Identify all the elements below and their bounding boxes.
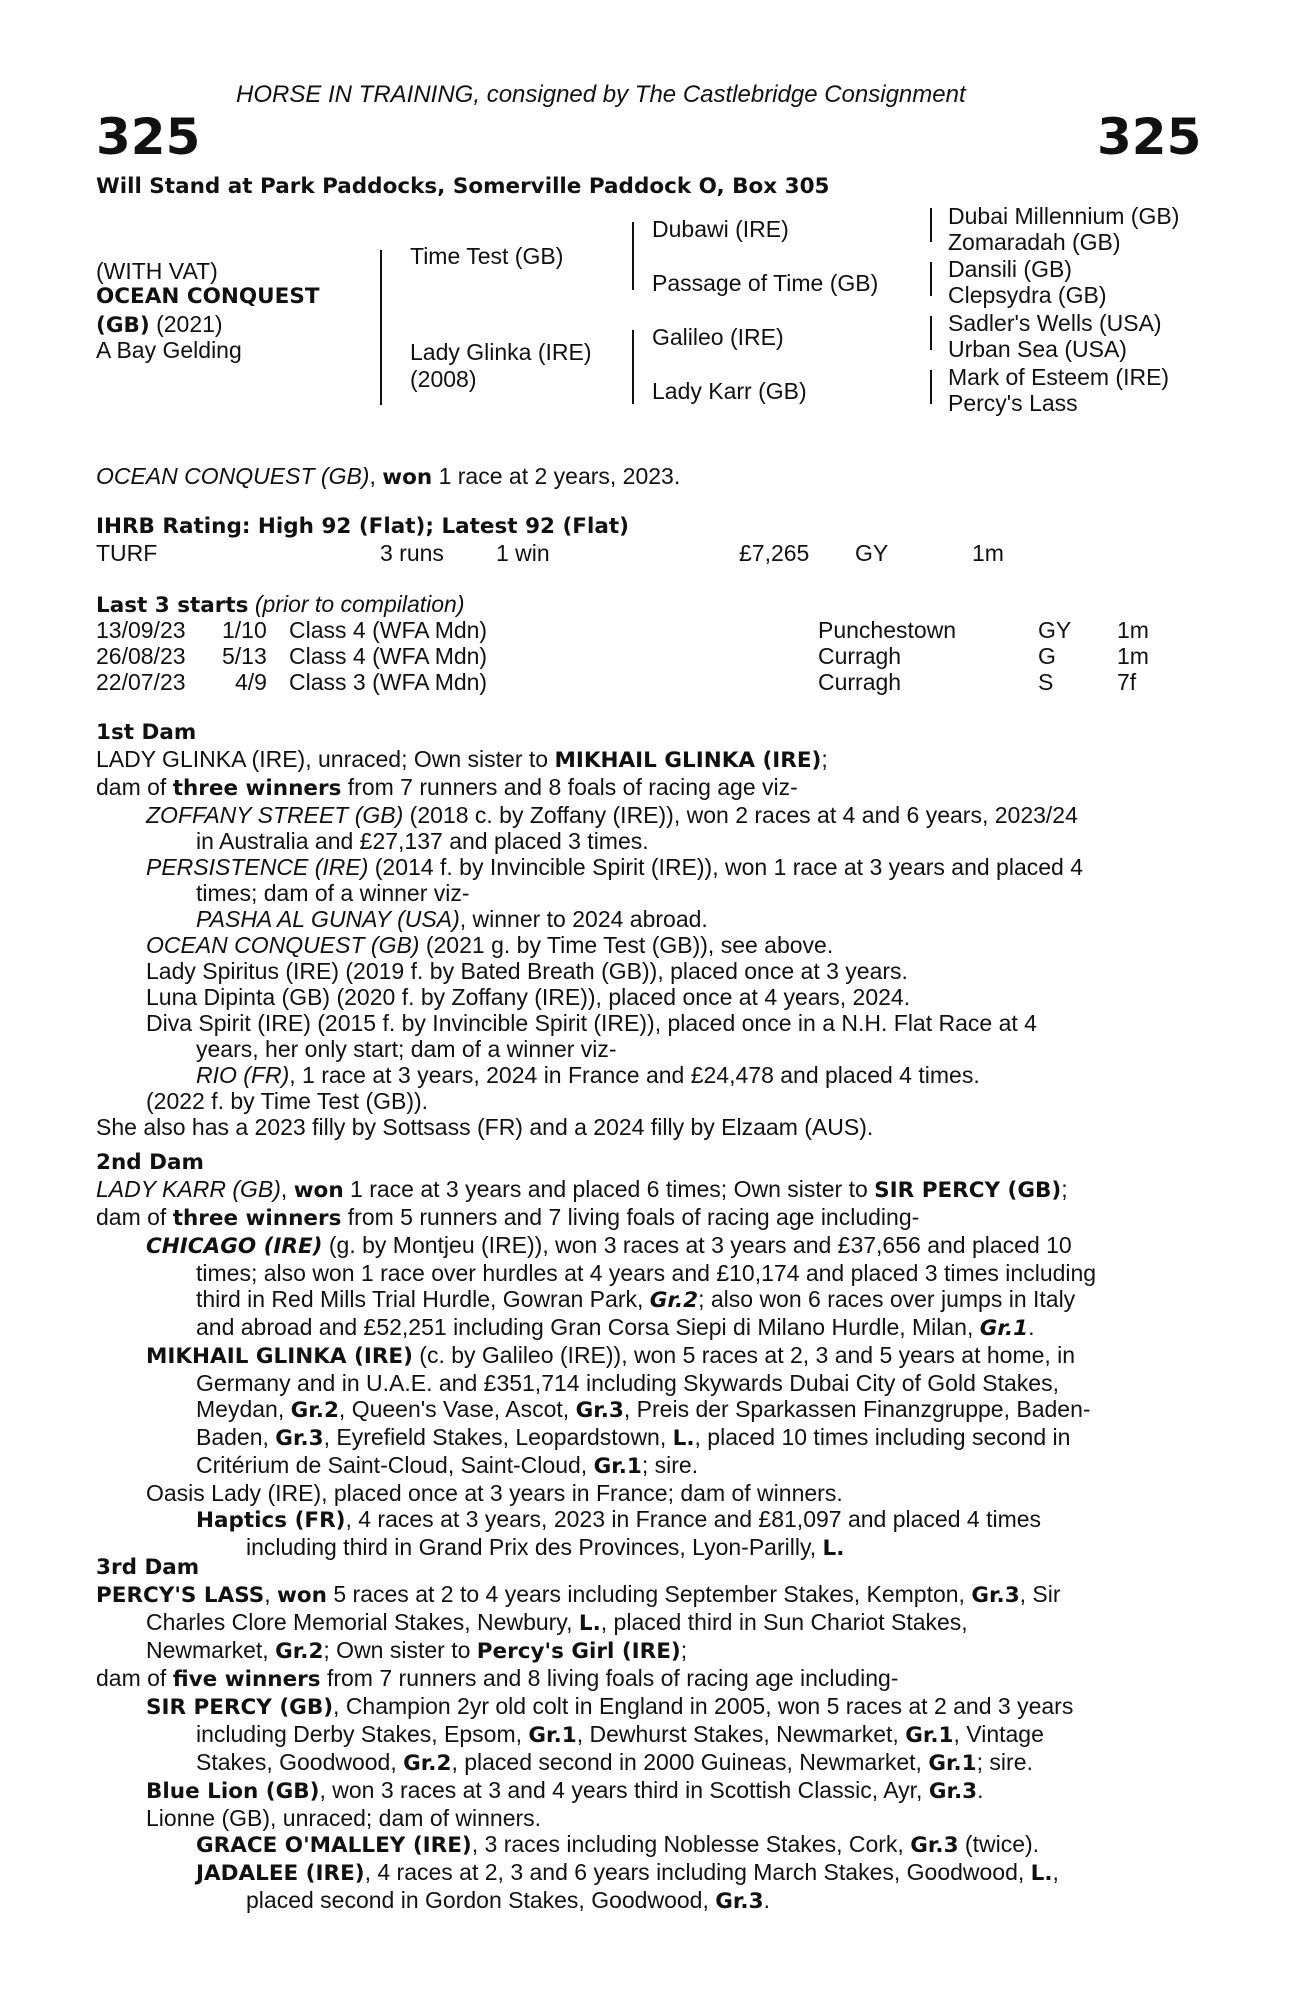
lot-number-left: 325: [96, 108, 201, 166]
pedigree-sire-sire: Dubawi (IRE): [652, 216, 789, 242]
text-fragment: GRACE O'MALLEY (IRE): [196, 1833, 472, 1858]
text-fragment: , Queen's Vase, Ascot,: [338, 1396, 576, 1422]
text-fragment: , 1 race at 3 years, 2024 in France and £24,478 and placed 4 times.: [289, 1062, 980, 1088]
text-fragment: .: [763, 1887, 770, 1913]
text-fragment: three winners: [172, 776, 342, 801]
pedigree-dsd: Urban Sea (USA): [948, 336, 1127, 362]
text-fragment: Newmarket,: [146, 1637, 276, 1663]
text-fragment: , Preis der Sparkassen Finanzgruppe, Baden-: [623, 1396, 1091, 1422]
rating-runs: 3 runs: [380, 540, 444, 566]
summary-sep: ,: [369, 463, 383, 489]
text-fragment: , Eyrefield Stakes, Leopardstown,: [323, 1424, 673, 1450]
pedigree-brace-main: [380, 250, 382, 405]
text-fragment: .: [1028, 1314, 1035, 1340]
pedigree-ddd: Percy's Lass: [948, 390, 1078, 416]
first-dam-line: [96, 802, 1206, 828]
second-dam-line: [96, 1176, 1206, 1204]
text-fragment: ; sire.: [641, 1452, 699, 1478]
text-fragment: Gr.1: [528, 1723, 577, 1748]
text-fragment: (twice).: [958, 1831, 1040, 1857]
text-fragment: from 7 runners and 8 living foals of racing age including-: [320, 1665, 899, 1691]
text-fragment: L.: [578, 1611, 601, 1636]
second-dam-line: [96, 1286, 1206, 1314]
text-fragment: L.: [672, 1426, 695, 1451]
second-dam-line: Germany and in U.A.E. and £351,714 including Skywards Dubai City of Gold Stakes,: [196, 1370, 1059, 1396]
text-fragment: won: [293, 1178, 344, 1203]
text-fragment: (2018 c. by Zoffany (IRE)), won 2 races at 4 and 6 years, 2023/24: [403, 802, 1078, 828]
pedigree-sdd: Clepsydra (GB): [948, 282, 1107, 308]
text-fragment: PERCY'S LASS: [96, 1583, 265, 1608]
start-date: 22/07/23: [96, 669, 186, 695]
text-fragment: Gr.2: [290, 1398, 339, 1423]
pedigree-dss: Sadler's Wells (USA): [948, 310, 1162, 336]
first-dam-section: [96, 720, 1206, 1140]
second-dam-line: [96, 1452, 1206, 1480]
text-fragment: ;: [1061, 1176, 1068, 1202]
rating-prize: £7,265: [739, 540, 810, 566]
third-dam-heading: 3rd Dam: [96, 1555, 200, 1580]
consignment-header: HORSE IN TRAINING, consigned by The Castlebridge Consignment: [236, 81, 966, 108]
pedigree-brace-sd: [930, 262, 932, 296]
text-fragment: PERSISTENCE (IRE): [146, 854, 369, 880]
text-fragment: including Derby Stakes, Epsom,: [196, 1721, 529, 1747]
text-fragment: Blue Lion (GB): [146, 1779, 320, 1804]
text-fragment: dam of: [96, 774, 173, 800]
last-starts-heading: Last 3 starts: [96, 593, 249, 618]
third-dam-line: Lionne (GB), unraced; dam of winners.: [146, 1805, 542, 1831]
second-dam-line: [96, 1314, 1206, 1342]
text-fragment: and abroad and £52,251 including Gran Corsa Siepi di Milano Hurdle, Milan,: [196, 1314, 980, 1340]
text-fragment: (2014 f. by Invincible Spirit (IRE)), won 1 race at 3 years and placed 4: [368, 854, 1084, 880]
second-dam-line: times; also won 1 race over hurdles at 4 years and £10,174 and placed 3 times including: [196, 1260, 1097, 1286]
start-going: G: [1038, 643, 1056, 669]
text-fragment: three winners: [172, 1206, 342, 1231]
start-distance: 1m: [1117, 617, 1149, 643]
text-fragment: SIR PERCY (GB): [146, 1695, 334, 1720]
pedigree-brace-dam: [632, 330, 634, 404]
third-dam-line: [96, 1859, 1206, 1887]
text-fragment: Gr.1: [905, 1723, 954, 1748]
text-fragment: , placed second in 2000 Guineas, Newmarket,: [451, 1749, 929, 1775]
pedigree-dds: Mark of Esteem (IRE): [948, 364, 1170, 390]
rating-surface: TURF: [96, 540, 158, 566]
start-distance: 1m: [1117, 643, 1149, 669]
rating-title: IHRB Rating: High 92 (Flat); Latest 92 (Flat): [96, 514, 629, 539]
text-fragment: ;: [821, 746, 828, 772]
text-fragment: including third in Grand Prix des Provinces, Lyon-Parilly,: [246, 1534, 823, 1560]
text-fragment: CHICAGO (IRE): [146, 1234, 323, 1259]
start-class: Class 4 (WFA Mdn): [289, 617, 488, 643]
text-fragment: Stakes, Goodwood,: [196, 1749, 404, 1775]
text-fragment: 5 races at 2 to 4 years including September Stakes, Kempton,: [326, 1581, 972, 1607]
text-fragment: (2021 g. by Time Test (GB)), see above.: [419, 932, 834, 958]
pedigree-brace-ds: [930, 316, 932, 350]
text-fragment: ,: [264, 1581, 278, 1607]
text-fragment: Gr.3: [910, 1833, 959, 1858]
pedigree-dam: Lady Glinka (IRE): [410, 339, 592, 365]
text-fragment: from 7 runners and 8 foals of racing age viz-: [341, 774, 798, 800]
text-fragment: Gr.2: [649, 1288, 699, 1313]
text-fragment: ; sire.: [976, 1749, 1033, 1775]
second-dam-line: [96, 1424, 1206, 1452]
start-going: GY: [1038, 617, 1072, 643]
text-fragment: , Dewhurst Stakes, Newmarket,: [576, 1721, 906, 1747]
first-dam-line: [96, 854, 1206, 880]
second-dam-heading: 2nd Dam: [96, 1150, 204, 1175]
last-starts-title: [96, 591, 465, 619]
text-fragment: Meydan,: [196, 1396, 291, 1422]
first-dam-line: in Australia and £27,137 and placed 3 times.: [196, 828, 649, 854]
text-fragment: Percy's Girl (IRE): [476, 1639, 681, 1664]
second-dam-line: [96, 1342, 1206, 1370]
last-starts-note: (prior to compilation): [248, 591, 465, 617]
text-fragment: Gr.3: [928, 1779, 978, 1804]
rating-going: GY: [855, 540, 889, 566]
first-dam-line: (2022 f. by Time Test (GB)).: [146, 1088, 429, 1114]
text-fragment: (g. by Montjeu (IRE)), won 3 races at 3 years and £37,656 and placed 10: [322, 1232, 1072, 1258]
rating-distance: 1m: [972, 540, 1004, 566]
start-position: 1/10: [222, 617, 267, 643]
start-position: 5/13: [222, 643, 267, 669]
first-dam-line: [96, 746, 1206, 774]
third-dam-line: [96, 1609, 1206, 1637]
third-dam-line: [96, 1665, 1206, 1693]
text-fragment: LADY KARR (GB): [96, 1176, 281, 1202]
text-fragment: Baden,: [196, 1424, 276, 1450]
summary-rest: 1 race at 2 years, 2023.: [432, 463, 681, 489]
second-dam-line: [96, 1204, 1206, 1232]
text-fragment: placed second in Gordon Stakes, Goodwood,: [246, 1887, 716, 1913]
horse-origin-year: [96, 311, 223, 339]
vat-note: (WITH VAT): [96, 258, 218, 284]
text-fragment: ,: [280, 1176, 294, 1202]
text-fragment: , 4 races at 2, 3 and 6 years including March Stakes, Goodwood,: [364, 1859, 1031, 1885]
third-dam-line: [96, 1831, 1206, 1859]
first-dam-line: years, her only start; dam of a winner viz-: [196, 1036, 617, 1062]
text-fragment: Gr.3: [275, 1426, 324, 1451]
text-fragment: Gr.3: [971, 1583, 1020, 1608]
pedigree-ssd: Zomaradah (GB): [948, 229, 1121, 255]
text-fragment: third in Red Mills Trial Hurdle, Gowran Park,: [196, 1286, 650, 1312]
text-fragment: dam of: [96, 1665, 173, 1691]
horse-year: (2021): [149, 311, 223, 337]
third-dam-line: [96, 1693, 1206, 1721]
first-dam-line: [96, 932, 1206, 958]
first-dam-heading: 1st Dam: [96, 720, 197, 745]
text-fragment: MIKHAIL GLINKA (IRE): [146, 1344, 413, 1369]
text-fragment: ,: [1052, 1859, 1059, 1885]
pedigree-sire-dam: Passage of Time (GB): [652, 270, 879, 296]
pedigree-sire: Time Test (GB): [410, 243, 564, 269]
first-dam-line: times; dam of a winner viz-: [196, 880, 470, 906]
second-dam-section: [96, 1150, 1206, 1562]
text-fragment: ; also won 6 races over jumps in Italy: [698, 1286, 1076, 1312]
stand-location: Will Stand at Park Paddocks, Somerville Paddock O, Box 305: [96, 174, 830, 199]
text-fragment: , 3 races including Noblesse Stakes, Cork,: [471, 1831, 911, 1857]
text-fragment: ZOFFANY STREET (GB): [146, 802, 404, 828]
first-dam-line: [96, 906, 1206, 932]
text-fragment: Haptics (FR): [196, 1508, 346, 1533]
summary-horse: OCEAN CONQUEST (GB): [96, 463, 370, 489]
rating-wins: 1 win: [496, 540, 550, 566]
pedigree-brace-sire: [632, 222, 634, 290]
text-fragment: Critérium de Saint-Cloud, Saint-Cloud,: [196, 1452, 594, 1478]
text-fragment: Gr.3: [575, 1398, 624, 1423]
text-fragment: , placed third in Sun Chariot Stakes,: [600, 1609, 968, 1635]
start-distance: 7f: [1117, 669, 1137, 695]
pedigree-brace-ss: [930, 208, 932, 242]
second-dam-line: [96, 1506, 1206, 1534]
text-fragment: LADY GLINKA (IRE), unraced; Own sister to: [96, 746, 555, 772]
text-fragment: L.: [822, 1536, 845, 1561]
text-fragment: L.: [1030, 1861, 1053, 1886]
second-dam-line: Oasis Lady (IRE), placed once at 3 years in France; dam of winners.: [146, 1480, 843, 1506]
start-course: Curragh: [818, 643, 902, 669]
pedigree-dam-dam: Lady Karr (GB): [652, 378, 807, 404]
text-fragment: , Champion 2yr old colt in England in 2005, won 5 races at 2 and 3 years: [333, 1693, 1074, 1719]
text-fragment: SIR PERCY (GB): [874, 1178, 1062, 1203]
third-dam-line: [96, 1777, 1206, 1805]
text-fragment: JADALEE (IRE): [196, 1861, 365, 1886]
first-dam-line: Lady Spiritus (IRE) (2019 f. by Bated Breath (GB)), placed once at 3 years.: [146, 958, 908, 984]
second-dam-line: [96, 1396, 1206, 1424]
text-fragment: , Sir: [1019, 1581, 1061, 1607]
lot-number-right: 325: [1097, 108, 1202, 166]
start-class: Class 4 (WFA Mdn): [289, 643, 488, 669]
pedigree-dam-year: (2008): [410, 366, 477, 392]
horse-name: OCEAN CONQUEST: [96, 284, 320, 309]
text-fragment: ; Own sister to: [323, 1637, 477, 1663]
third-dam-section: [96, 1555, 1206, 1915]
pedigree-dam-sire: Galileo (IRE): [652, 324, 784, 350]
first-dam-line: [96, 774, 1206, 802]
race-summary: [96, 463, 680, 491]
text-fragment: from 5 runners and 7 living foals of racing age including-: [341, 1204, 920, 1230]
text-fragment: five winners: [172, 1667, 321, 1692]
text-fragment: dam of: [96, 1204, 173, 1230]
first-dam-line: [96, 1062, 1206, 1088]
pedigree-sds: Dansili (GB): [948, 256, 1072, 282]
start-going: S: [1038, 669, 1054, 695]
text-fragment: ;: [680, 1637, 688, 1663]
text-fragment: , 4 races at 3 years, 2023 in France and £81,097 and placed 4 times: [345, 1506, 1042, 1532]
text-fragment: Charles Clore Memorial Stakes, Newbury,: [146, 1609, 579, 1635]
text-fragment: Gr.1: [593, 1454, 642, 1479]
text-fragment: Gr.3: [715, 1889, 764, 1914]
start-date: 26/08/23: [96, 643, 186, 669]
start-course: Punchestown: [818, 617, 957, 643]
pedigree-sss: Dubai Millennium (GB): [948, 203, 1180, 229]
start-course: Curragh: [818, 669, 902, 695]
text-fragment: Gr.1: [928, 1751, 977, 1776]
text-fragment: RIO (FR): [196, 1062, 290, 1088]
third-dam-line: [96, 1749, 1206, 1777]
start-class: Class 3 (WFA Mdn): [289, 669, 488, 695]
text-fragment: (c. by Galileo (IRE)), won 5 races at 2, 3 and 5 years at home, in: [412, 1342, 1076, 1368]
text-fragment: , placed 10 times including second in: [694, 1424, 1071, 1450]
second-dam-line: [96, 1232, 1206, 1260]
summary-won: won: [382, 465, 433, 490]
first-dam-line: Luna Dipinta (GB) (2020 f. by Zoffany (IRE)), placed once at 4 years, 2024.: [146, 984, 911, 1010]
start-position: 4/9: [235, 669, 267, 695]
text-fragment: .: [977, 1777, 984, 1803]
text-fragment: Gr.1: [979, 1316, 1029, 1341]
text-fragment: 1 race at 3 years and placed 6 times; Own sister to: [343, 1176, 875, 1202]
pedigree-brace-dd: [930, 370, 932, 404]
text-fragment: Gr.2: [403, 1751, 452, 1776]
text-fragment: MIKHAIL GLINKA (IRE): [554, 748, 822, 773]
text-fragment: won: [277, 1583, 327, 1608]
horse-description: A Bay Gelding: [96, 337, 242, 363]
third-dam-line: [96, 1637, 1206, 1665]
text-fragment: , winner to 2024 abroad.: [459, 906, 708, 932]
text-fragment: , won 3 races at 3 and 4 years third in Scottish Classic, Ayr,: [319, 1777, 929, 1803]
first-dam-line: Diva Spirit (IRE) (2015 f. by Invincible Spirit (IRE)), placed once in a N.H. Flat Race at 4: [146, 1010, 1037, 1036]
third-dam-line: [96, 1721, 1206, 1749]
third-dam-line: [96, 1887, 1206, 1915]
first-dam-line: She also has a 2023 filly by Sottsass (FR) and a 2024 filly by Elzaam (AUS).: [96, 1114, 874, 1140]
horse-country: (GB): [96, 313, 150, 338]
start-date: 13/09/23: [96, 617, 186, 643]
text-fragment: OCEAN CONQUEST (GB): [146, 932, 420, 958]
text-fragment: , Vintage: [953, 1721, 1044, 1747]
text-fragment: PASHA AL GUNAY (USA): [196, 906, 460, 932]
text-fragment: Gr.2: [275, 1639, 324, 1664]
third-dam-line: [96, 1581, 1206, 1609]
